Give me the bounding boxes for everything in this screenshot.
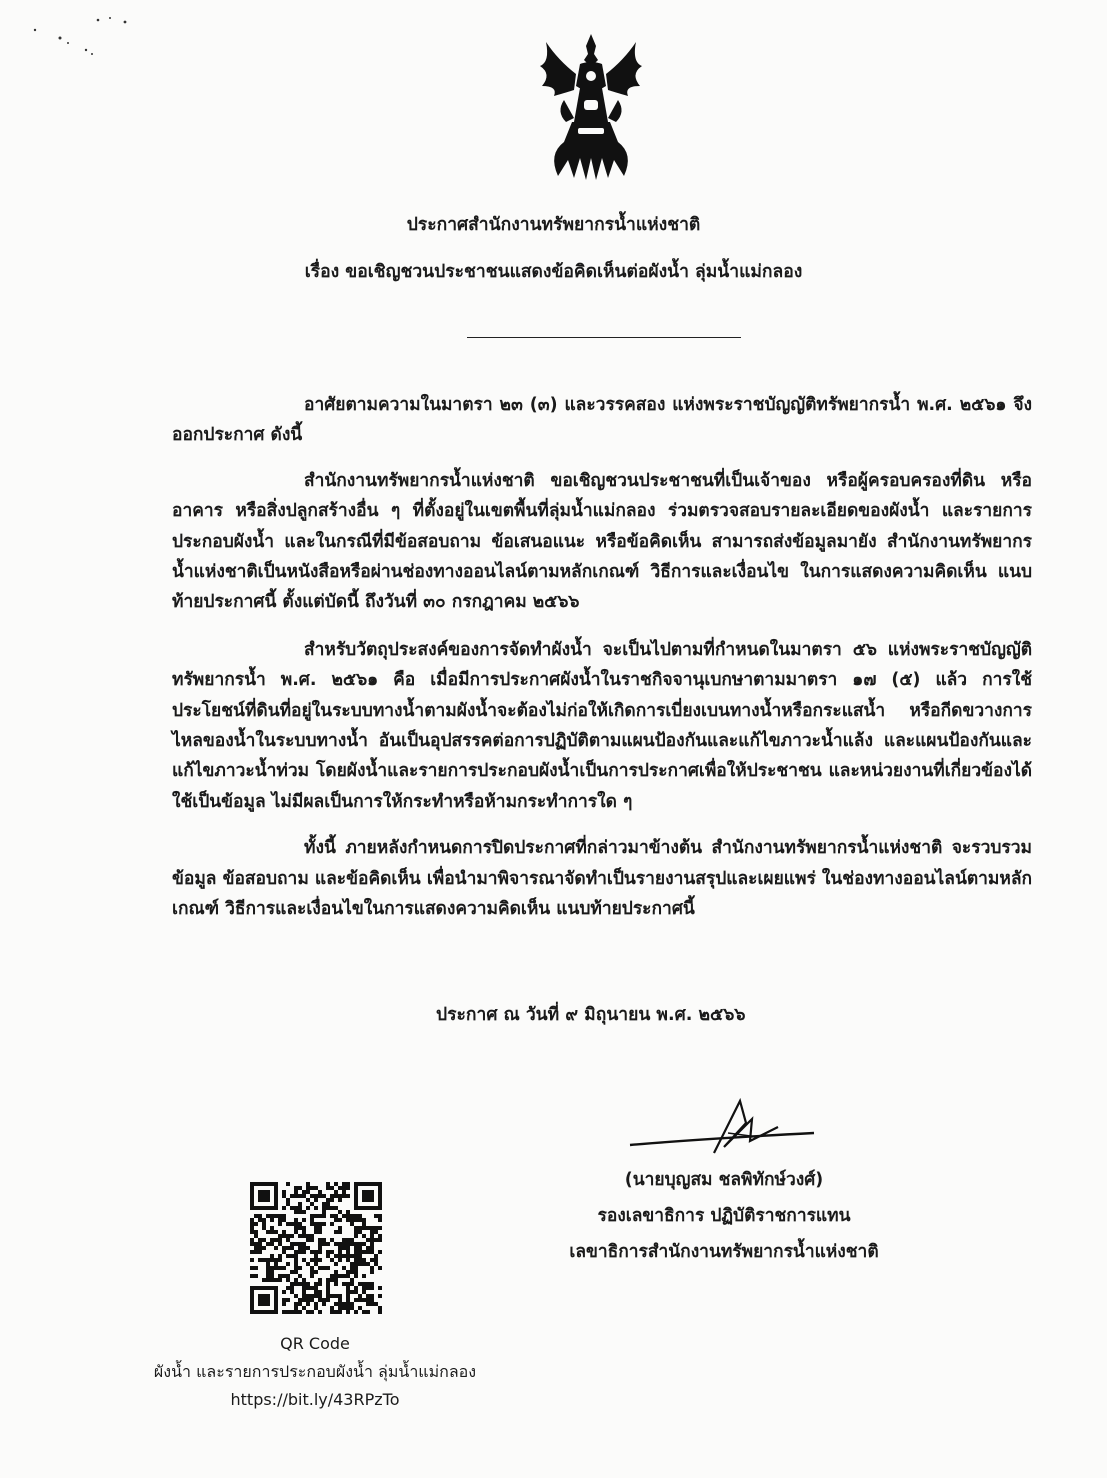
scan-specks: [30, 10, 140, 60]
signatory-office: เลขาธิการสำนักงานทรัพยากรน้ำแห่งชาติ: [569, 1242, 879, 1262]
qr-url-link[interactable]: https://bit.ly/43RPzTo: [230, 1390, 400, 1409]
paragraph-2: สำนักงานทรัพยากรน้ำแห่งชาติ ขอเชิญชวนประชาชนที่เป็นเจ้าของ หรือผู้ครอบครองที่ดิน หรืออาคาร หรือสิ่งปลูกสร้างอื่น ๆ ที่ตั้งอยู่ในเขตพื้นที่ลุ่มน้ำแม่กลอง ร่วมตรวจสอบรายละเอียดของผังน้ำ และรายการประกอบผังน้ำ และในกรณีที่มีข้อสอบถาม ข้อเสนอแนะ หรือข้อคิดเห็น สามารถส่งข้อมูลมายัง สำนักงานทรัพยากรน้ำแห่งชาติเป็นหนังสือหรือผ่านช่องทางออนไลน์ตามหลักเกณฑ์ วิธีการและเงื่อนไข ในการแสดงความคิดเห็น แนบท้ายประกาศนี้ ตั้งแต่บัดนี้ ถึงวันที่ ๓๐ กรกฎาคม ๒๕๖๖: [172, 470, 1032, 613]
qr-description: ผังน้ำ และรายการประกอบผังน้ำ ลุ่มน้ำแม่กลอง: [153, 1362, 477, 1381]
paragraph-3: สำหรับวัตถุประสงค์ของการจัดทำผังน้ำ จะเป็นไปตามที่กำหนดในมาตรา ๕๖ แห่งพระราชบัญญัติ ทรัพยากรน้ำ พ.ศ. ๒๕๖๑ คือ เมื่อมีการประกาศผังน้ำในราชกิจจานุเบกษาตามมาตรา ๑๗ (๕) แล้ว การใช้ประโยชน์ที่ดินที่อยู่ในระบบทางน้ำตามผังน้ำจะต้องไม่ก่อให้เกิดการเบี่ยงเบนทางน้ำหรือกระแสน้ำ หรือกีดขวางการไหลของน้ำในระบบทางน้ำ อันเป็นอุปสรรคต่อการปฏิบัติตามแผนป้องกันและแก้ไขภาวะน้ำแล้ง และแผนป้องกันและแก้ไขภาวะน้ำท่วม โดยผังน้ำและรายการประกอบผังน้ำเป็นการประกาศเพื่อให้ประชาชน และหน่วยงานที่เกี่ยวข้องได้ใช้เป็นข้อมูล ไม่มีผลเป็นการให้กระทำหรือห้ามกระทำการใด ๆ: [172, 639, 1032, 812]
qr-code-icon[interactable]: [250, 1182, 382, 1314]
garuda-emblem-icon: [528, 30, 654, 190]
announcement-title: ประกาศสำนักงานทรัพยากรน้ำแห่งชาติ: [406, 215, 701, 235]
paragraph-1: อาศัยตามความในมาตรา ๒๓ (๓) และวรรคสอง แห่งพระราชบัญญัติทรัพยากรน้ำ พ.ศ. ๒๕๖๑ จึงออกประกาศ ดังนี้: [172, 395, 1032, 446]
paragraph-4: ทั้งนี้ ภายหลังกำหนดการปิดประกาศที่กล่าวมาข้างต้น สำนักงานทรัพยากรน้ำแห่งชาติ จะรวบรวมข้อมูล ข้อสอบถาม และข้อคิดเห็น เพื่อนำมาพิจารณาจัดทำเป็นรายงานสรุปและเผยแพร่ ในช่องทางออนไลน์ตามหลักเกณฑ์ วิธีการและเงื่อนไขในการแสดงความคิดเห็น แนบท้ายประกาศนี้: [172, 838, 1032, 920]
signature-block: [520, 1162, 928, 1270]
qr-label: QR Code: [280, 1334, 350, 1353]
announcement-subject: เรื่อง ขอเชิญชวนประชาชนแสดงข้อคิดเห็นต่อผังน้ำ ลุ่มน้ำแม่กลอง: [304, 262, 803, 282]
qr-caption: [130, 1330, 500, 1414]
announcement-date: ประกาศ ณ วันที่ ๙ มิถุนายน พ.ศ. ๒๕๖๖: [436, 1005, 746, 1025]
signatory-position: รองเลขาธิการ ปฏิบัติราชการแทน: [597, 1206, 851, 1226]
title-divider: [467, 337, 741, 338]
signatory-name: (นายบุญสม ชลพิทักษ์วงศ์): [624, 1170, 824, 1190]
announcement-body: [172, 390, 1032, 925]
handwritten-signature: [628, 1093, 816, 1163]
